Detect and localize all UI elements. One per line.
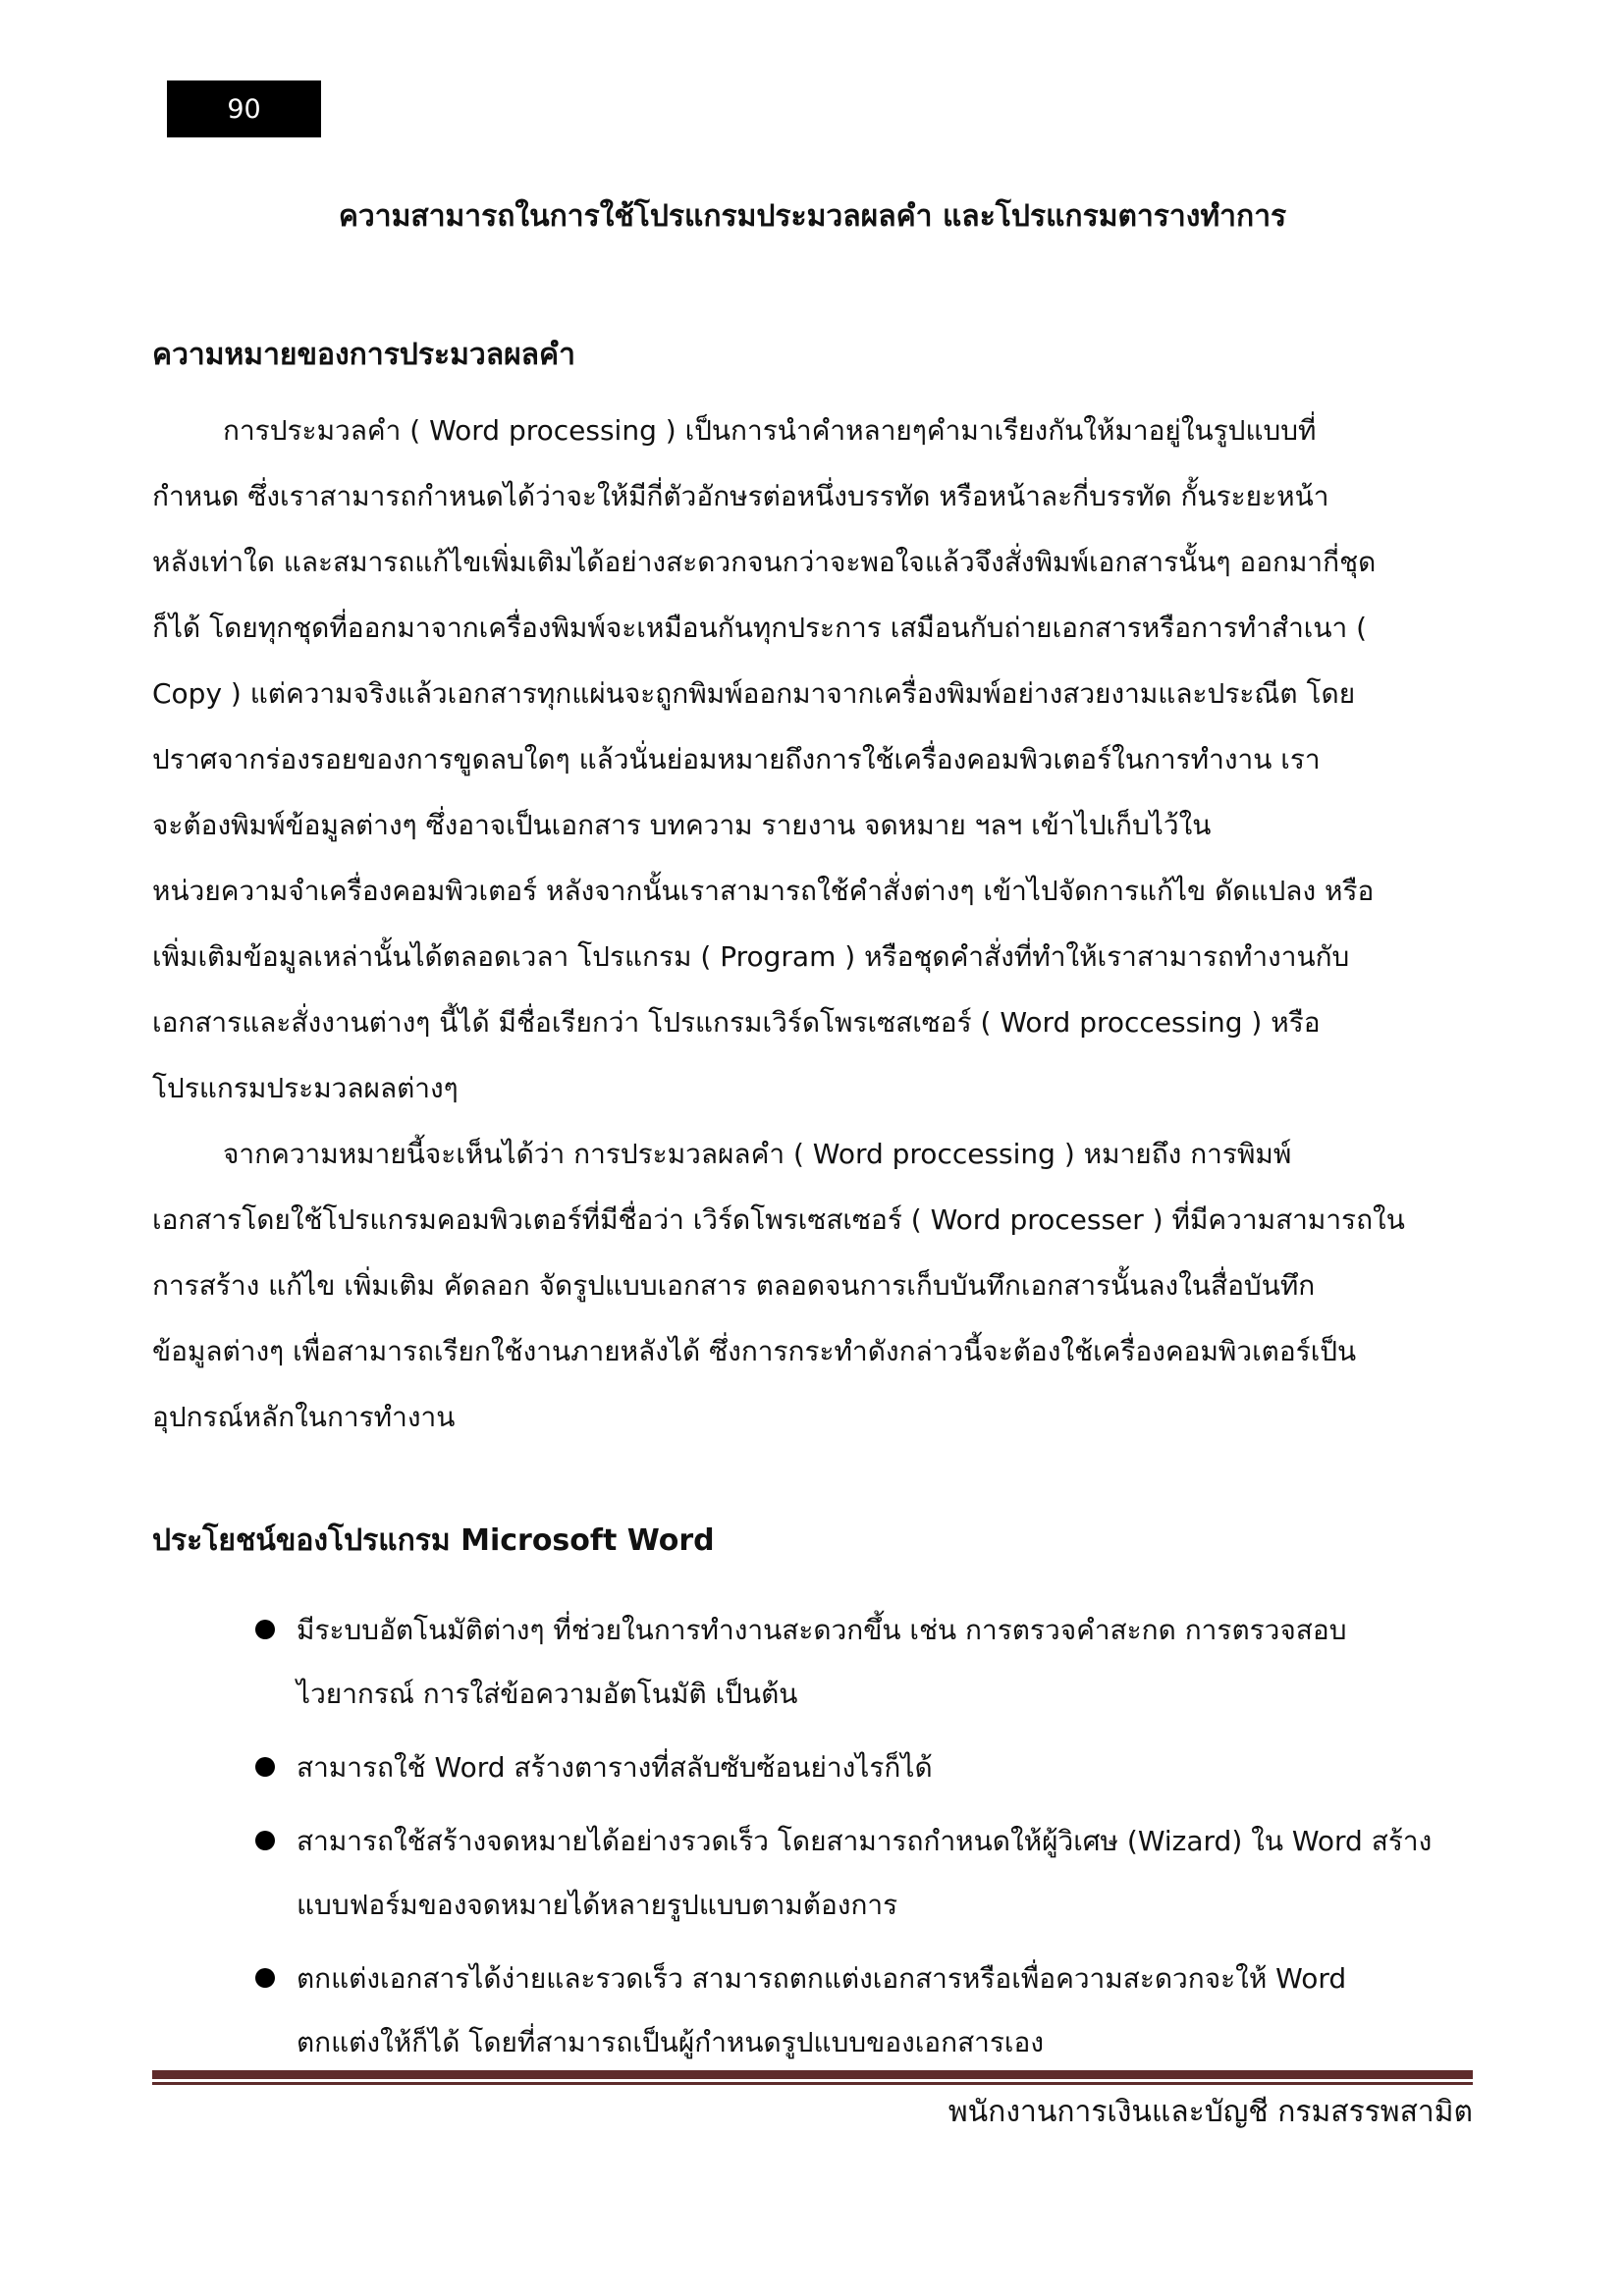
bullet-circle-icon bbox=[255, 1968, 275, 1988]
paragraph-line: อุปกรณ์หลักในการทำงาน bbox=[152, 1401, 456, 1433]
bullet-text bbox=[297, 1809, 1432, 1937]
bullet-circle-icon bbox=[255, 1620, 275, 1639]
footer-rule-thin bbox=[152, 2082, 1473, 2085]
paragraph-line: การประมวลคำ ( Word processing ) เป็นการนำคำหลายๆคำมาเรียงกันให้มาอยู่ในรูปแบบที่ bbox=[223, 414, 1317, 447]
paragraph-line: จะต้องพิมพ์ข้อมูลต่างๆ ซึ่งอาจเป็นเอกสาร บทความ รายงาน จดหมาย ฯลฯ เข้าไปเก็บไว้ใน bbox=[152, 809, 1212, 841]
footer-rule-thick bbox=[152, 2070, 1473, 2079]
bullet-text bbox=[297, 1947, 1346, 2074]
bullet-item bbox=[255, 1735, 1473, 1799]
page-content bbox=[152, 0, 1473, 2084]
paragraph-line: เอกสารและสั่งงานต่างๆ นี้ได้ มีชื่อเรียกว่า โปรแกรมเวิร์ดโพรเซสเซอร์ ( Word proccessing ) หรือ bbox=[152, 1006, 1321, 1039]
paragraph-1 bbox=[152, 398, 1473, 1121]
bullet-line: สามารถใช้สร้างจดหมายได้อย่างรวดเร็ว โดยสามารถกำหนดให้ผู้วิเศษ (Wizard) ใน Word สร้าง bbox=[297, 1825, 1433, 1857]
paragraph-line: ปราศจากร่องรอยของการขูดลบใดๆ แล้วนั่นย่อมหมายถึงการใช้เครื่องคอมพิวเตอร์ในการทำงาน เรา bbox=[152, 743, 1321, 775]
section-heading-benefits: ประโยชน์ของโปรแกรม Microsoft Word bbox=[152, 1523, 715, 1558]
bullet-circle-icon bbox=[255, 1831, 275, 1850]
bullet-circle-icon bbox=[255, 1757, 275, 1777]
bullet-line: แบบฟอร์มของจดหมายได้หลายรูปแบบตามต้องการ bbox=[297, 1889, 898, 1921]
paragraph-line: ข้อมูลต่างๆ เพื่อสามารถเรียกใช้งานภายหลังได้ ซึ่งการกระทำดังกล่าวนี้จะต้องใช้เครื่องคอมพิวเตอร์เป็น bbox=[152, 1335, 1357, 1367]
paragraph-line: โปรแกรมประมวลผลต่างๆ bbox=[152, 1072, 459, 1104]
paragraph-line: การสร้าง แก้ไข เพิ่มเติม คัดลอก จัดรูปแบบเอกสาร ตลอดจนการเก็บบันทึกเอกสารนั้นลงในสื่อบันทึก bbox=[152, 1269, 1316, 1302]
paragraph-line: หน่วยความจำเครื่องคอมพิวเตอร์ หลังจากนั้นเราสามารถใช้คำสั่งต่างๆ เข้าไปจัดการแก้ไข ดัดแปลง หรือ bbox=[152, 875, 1375, 907]
bullet-line: ตกแต่งให้ก็ได้ โดยที่สามารถเป็นผู้กำหนดรูปแบบของเอกสารเอง bbox=[297, 2026, 1044, 2058]
bullet-text bbox=[297, 1735, 933, 1799]
bullet-item bbox=[255, 1598, 1473, 1726]
paragraph-line: หลังเท่าใด และสมารถแก้ไขเพิ่มเติมได้อย่างสะดวกจนกว่าจะพอใจแล้วจึงสั่งพิมพ์เอกสารนั้นๆ ออกมากี่ชุด bbox=[152, 546, 1377, 578]
paragraph-line: ก็ได้ โดยทุกชุดที่ออกมาจากเครื่องพิมพ์จะเหมือนกันทุกประการ เสมือนกับถ่ายเอกสารหรือการทำสำเนา ( bbox=[152, 612, 1368, 644]
paragraph-line: เพิ่มเติมข้อมูลเหล่านั้นได้ตลอดเวลา โปรแกรม ( Program ) หรือชุดคำสั่งที่ทำให้เราสามารถทำงานกับ bbox=[152, 940, 1350, 973]
paragraph-line: Copy ) แต่ความจริงแล้วเอกสารทุกแผ่นจะถูกพิมพ์ออกมาจากเครื่องพิมพ์อย่างสวยงามและประณีต โดย bbox=[152, 677, 1356, 710]
bullet-item bbox=[255, 1809, 1473, 1937]
bullet-item bbox=[255, 1947, 1473, 2074]
bullet-line: มีระบบอัตโนมัติต่างๆ ที่ช่วยในการทำงานสะดวกขึ้น เช่น การตรวจคำสะกด การตรวจสอบ bbox=[297, 1614, 1347, 1646]
paragraph-line: กำหนด ซึ่งเราสามารถกำหนดได้ว่าจะให้มีกี่ตัวอักษรต่อหนึ่งบรรทัด หรือหน้าละกี่บรรทัด กั้นระยะหน้า bbox=[152, 480, 1329, 512]
bullet-line: ไวยากรณ์ การใส่ข้อความอัตโนมัติ เป็นต้น bbox=[297, 1678, 798, 1710]
paragraph-line: จากความหมายนี้จะเห็นได้ว่า การประมวลผลคำ ( Word proccessing ) หมายถึง การพิมพ์ bbox=[223, 1138, 1292, 1170]
bullet-text bbox=[297, 1598, 1346, 1726]
document-title: ความสามารถในการใช้โปรแกรมประมวลผลคำ และโปรแกรมตารางทำการ bbox=[338, 199, 1287, 234]
bullet-list bbox=[152, 1598, 1473, 2074]
footer-text: พนักงานการเงินและบัญชี กรมสรรพสามิต bbox=[947, 2095, 1473, 2129]
paragraph-line: เอกสารโดยใช้โปรแกรมคอมพิวเตอร์ที่มีชื่อว่า เวิร์ดโพรเซสเซอร์ ( Word processer ) ที่มีความสามารถใน bbox=[152, 1203, 1405, 1236]
section-heading-meaning: ความหมายของการประมวลผลคำ bbox=[152, 338, 575, 372]
paragraph-2 bbox=[152, 1121, 1473, 1450]
bullet-line: ตกแต่งเอกสารได้ง่ายและรวดเร็ว สามารถตกแต่งเอกสารหรือเพื่อความสะดวกจะให้ Word bbox=[297, 1962, 1347, 1995]
bullet-line: สามารถใช้ Word สร้างตารางที่สลับซับซ้อนย่างไรก็ได้ bbox=[297, 1751, 933, 1784]
page-number: 90 bbox=[227, 93, 261, 125]
